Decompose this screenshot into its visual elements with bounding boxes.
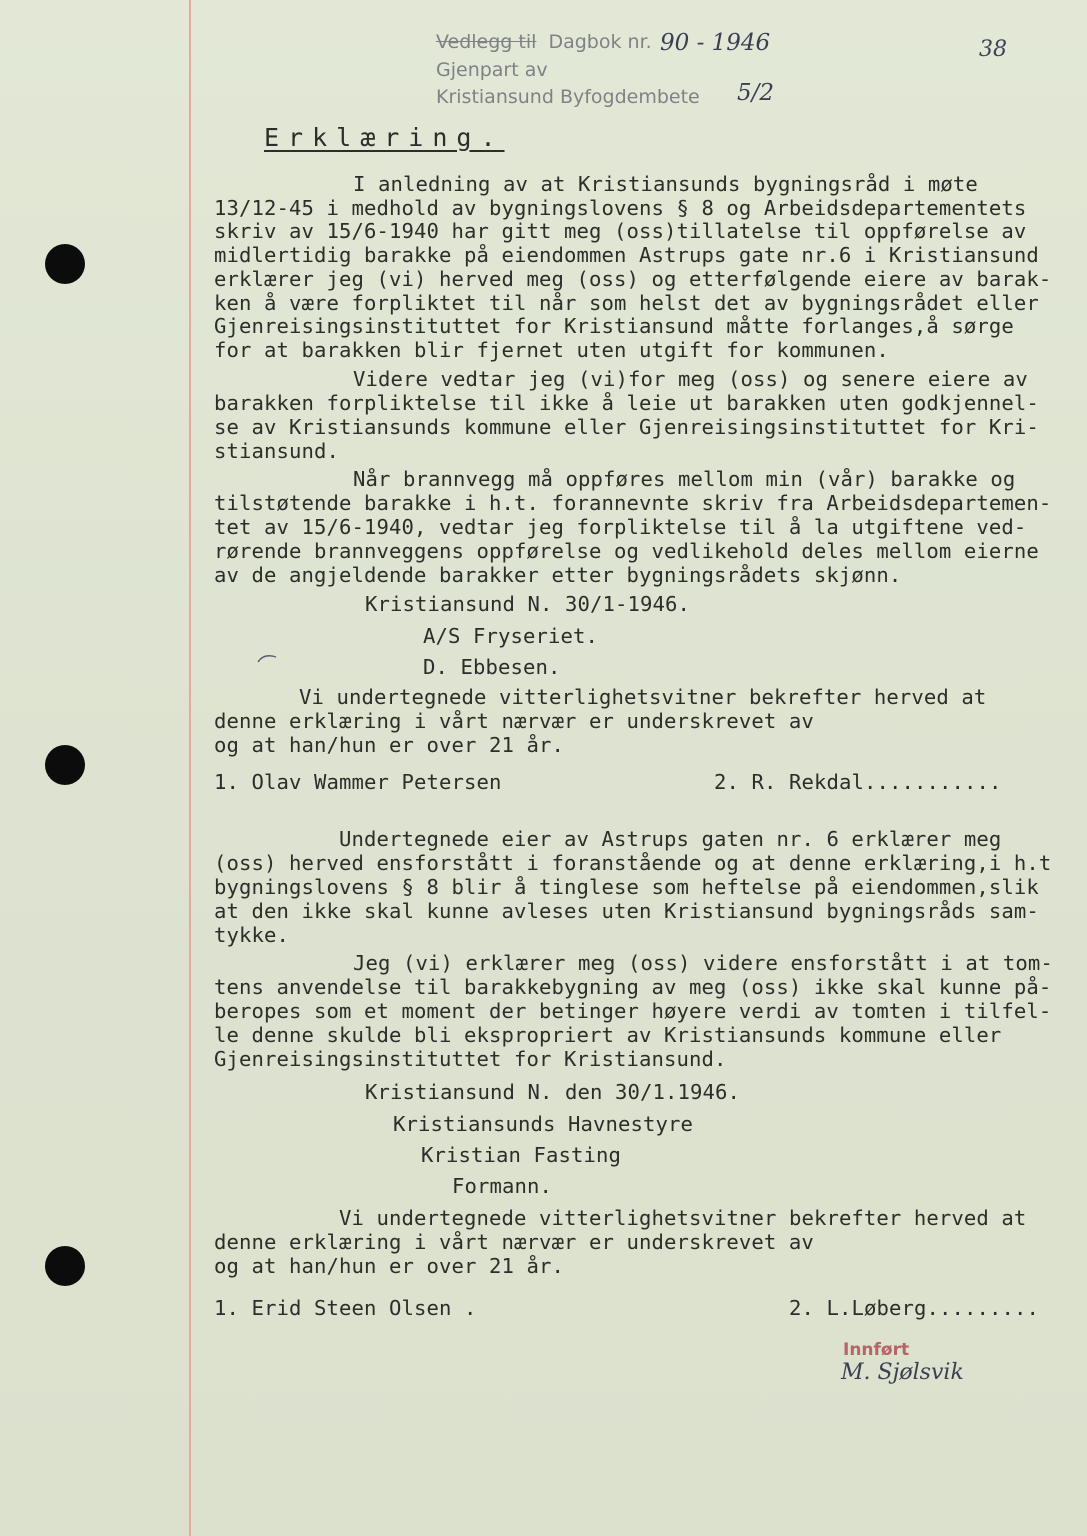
page-number: 38	[979, 37, 1007, 62]
text-line: (oss) herved ensforstått i foranstående og at denne erklæring,i h.t	[214, 851, 1052, 875]
stamp-dagbok-label: Dagbok nr.	[548, 31, 652, 53]
text-line: I anledning av at Kristiansunds bygningsråd i møte	[353, 172, 978, 196]
stamp-date: 5/2	[737, 80, 775, 106]
text-line: midlertidig barakke på eiendommen Astrups gate nr.6 i Kristiansund	[214, 243, 1039, 267]
text-line: at den ikke skal kunne avleses uten Kristiansund bygningsråds sam-	[214, 899, 1039, 923]
registered-stamp: Innført	[843, 1340, 910, 1360]
text-line: tens anvendelse til barakkebygning av meg (oss) ikke skal kunne på-	[214, 975, 1052, 999]
text-line: Gjenreisingsinstituttet for Kristiansund måtte forlanges,å sørge	[214, 314, 1014, 338]
text-line: Når brannvegg må oppføres mellom min (vår) barakke og	[353, 467, 1016, 491]
text-line: denne erklæring i vårt nærvær er underskrevet av	[214, 709, 814, 733]
witness-2: 2. L.Løberg.........	[789, 1296, 1039, 1320]
registrar-signature: M. Sjølsvik	[841, 1360, 964, 1385]
witness-1: 1. Erid Steen Olsen .	[214, 1296, 477, 1320]
stamp-vedlegg-text: Vedlegg til	[436, 31, 537, 53]
punch-hole	[45, 1246, 85, 1286]
text-line: stiansund.	[214, 439, 339, 463]
stamp-gjenpart: Gjenpart av	[436, 59, 548, 81]
dagbok-number: 90 - 1946	[660, 30, 771, 56]
text-line: Gjenreisingsinstituttet for Kristiansund.	[214, 1047, 727, 1071]
document-title: Erklæring.	[264, 123, 505, 152]
signatory-name: Kristian Fasting	[421, 1143, 621, 1167]
stamp-vedlegg	[436, 31, 652, 53]
text-line: for at barakken blir fjernet uten utgift for kommunen.	[214, 338, 889, 362]
place-date: Kristiansund N. 30/1-1946.	[365, 592, 690, 616]
text-line: barakken forpliktelse til ikke å leie ut barakken uten godkjennel-	[214, 391, 1039, 415]
place-date: Kristiansund N. den 30/1.1946.	[365, 1080, 740, 1104]
margin-line	[189, 0, 191, 1536]
text-line: beropes som et moment der betinger høyere verdi av tomten i tilfel-	[214, 999, 1052, 1023]
text-line: og at han/hun er over 21 år.	[214, 1254, 564, 1278]
text-line: skriv av 15/6-1940 har gitt meg (oss)tillatelse til oppførelse av	[214, 219, 1027, 243]
text-line: Vi undertegnede vitterlighetsvitner bekrefter herved at	[339, 1206, 1027, 1230]
text-line: rørende brannveggens oppførelse og vedlikehold deles mellom eierne	[214, 539, 1039, 563]
text-line: denne erklæring i vårt nærvær er underskrevet av	[214, 1230, 814, 1254]
text-line: 13/12-45 i medhold av bygningslovens § 8 og Arbeidsdepartementets	[214, 196, 1027, 220]
pen-mark	[256, 651, 280, 665]
text-line: le denne skulde bli ekspropriert av Kristiansunds kommune eller	[214, 1023, 1002, 1047]
text-line: Vi undertegnede vitterlighetsvitner bekrefter herved at	[299, 685, 987, 709]
text-line: ken å være forpliktet til når som helst det av bygningsrådet eller	[214, 291, 1039, 315]
text-line: se av Kristiansunds kommune eller Gjenreisingsinstituttet for Kri-	[214, 415, 1039, 439]
text-line: tet av 15/6-1940, vedtar jeg forpliktelse til å la utgiftene ved-	[214, 515, 1027, 539]
witness-2: 2. R. Rekdal...........	[714, 770, 1002, 794]
text-line: og at han/hun er over 21 år.	[214, 733, 564, 757]
text-line: Videre vedtar jeg (vi)for meg (oss) og senere eiere av	[353, 367, 1028, 391]
punch-hole	[45, 745, 85, 785]
text-line: Undertegnede eier av Astrups gaten nr. 6 erklærer meg	[339, 827, 1002, 851]
signatory-company: A/S Fryseriet.	[423, 624, 598, 648]
text-line: av de angjeldende barakker etter bygningsrådets skjønn.	[214, 563, 902, 587]
text-line: erklærer jeg (vi) herved meg (oss) og etterfølgende eiere av barak-	[214, 267, 1052, 291]
text-line: Jeg (vi) erklærer meg (oss) videre ensforstått i at tom-	[353, 951, 1053, 975]
punch-hole	[45, 244, 85, 284]
witness-1: 1. Olav Wammer Petersen	[214, 770, 502, 794]
stamp-byfogdembete: Kristiansund Byfogdembete	[436, 86, 700, 108]
text-line: tykke.	[214, 923, 289, 947]
signatory-name: D. Ebbesen.	[423, 655, 561, 679]
text-line: bygningslovens § 8 blir å tinglese som heftelse på eiendommen,slik	[214, 875, 1039, 899]
signatory-org: Kristiansunds Havnestyre	[393, 1112, 693, 1136]
text-line: tilstøtende barakke i h.t. forannevnte skriv fra Arbeidsdepartemen-	[214, 491, 1052, 515]
signatory-role: Formann.	[452, 1174, 552, 1198]
